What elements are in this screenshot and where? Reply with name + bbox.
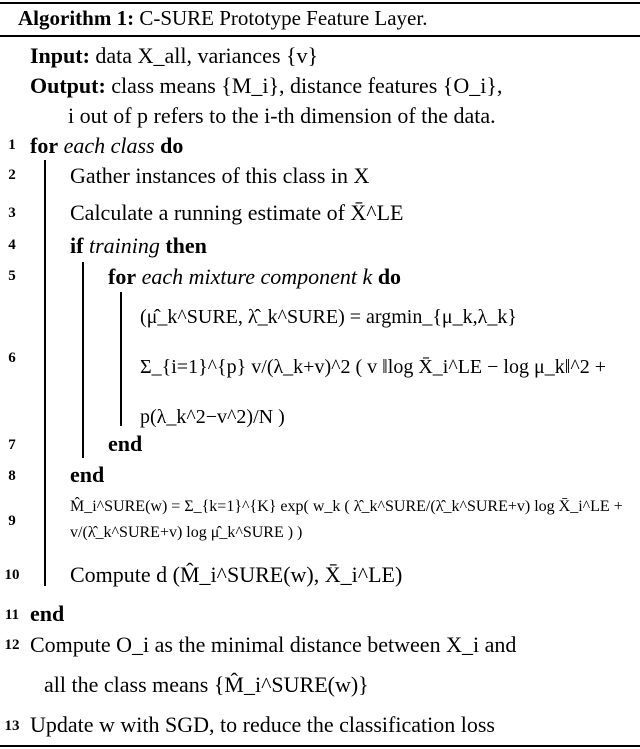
sure-mean-formula: M̂_i^SURE(w) = Σ_{k=1}^{K} exp( w_k ( λ̂_k^SURE/(λ̂_k^SURE+v) log X̄_i^LE + v/(λ̂_k^SURE+v) log μ̂_k^SURE ) ) (70, 498, 623, 541)
line-number: 10 (4, 567, 20, 583)
line-number: 6 (8, 350, 16, 366)
input-text: data X_all, variances {v} (95, 43, 319, 68)
sure-objective-formula: (μ̂_k^SURE, λ̂_k^SURE) = argmin_{μ_k,λ_k} Σ_{i=1}^{p} v/(λ_k+v)^2 ( v ‖log X̄_i^LE − log μ_k‖^2 + p(λ_k^2−v^2)/N ) (140, 306, 606, 428)
line-number: 9 (8, 513, 16, 529)
scope-bar-if (82, 262, 84, 458)
caption-rule (0, 35, 640, 37)
scope-bar-outer (44, 160, 46, 586)
line-3 (70, 200, 404, 226)
input-label: Input: (30, 43, 90, 68)
line-6-formula-text (140, 292, 620, 442)
output-label: Output: (30, 73, 106, 98)
keyword-for: for (30, 133, 59, 158)
line-number: 5 (8, 268, 16, 284)
algorithm-caption (18, 6, 427, 31)
line-number: 1 (8, 137, 16, 153)
statement-text: Compute O_i as the minimal distance between X_i and (30, 632, 517, 657)
if-condition: training (88, 233, 160, 258)
scope-bar-inner-for (120, 292, 122, 426)
output-note-text: i out of p refers to the i-th dimension of the data. (68, 103, 496, 128)
output-text: class means {M_i}, distance features {O_i}, (111, 73, 503, 98)
line-number: 11 (4, 607, 20, 623)
line-number: 2 (8, 167, 16, 183)
output-line (30, 73, 502, 99)
line-12-cont (44, 672, 369, 698)
caption-title: C-SURE Prototype Feature Layer. (139, 6, 428, 30)
keyword-if: if (70, 233, 84, 258)
line-2 (70, 163, 369, 189)
line-number: 3 (8, 205, 16, 221)
line-5 (108, 264, 401, 290)
keyword-do: do (160, 133, 184, 158)
input-line (30, 43, 318, 69)
statement-text: Update w with SGD, to reduce the classification loss (30, 712, 495, 737)
line-11 (30, 601, 64, 627)
keyword-end: end (108, 431, 143, 456)
statement-text: Compute d (M̂_i^SURE(w), X̄_i^LE) (70, 562, 403, 587)
output-note (68, 103, 496, 129)
line-number: 13 (4, 718, 20, 734)
line-7 (108, 431, 142, 457)
line-10 (70, 562, 402, 588)
keyword-for: for (108, 264, 137, 289)
statement-text-continued: all the class means {M̂_i^SURE(w)} (44, 672, 369, 697)
line-number: 8 (8, 468, 16, 484)
line-12 (30, 632, 516, 658)
statement-text: Gather instances of this class in X (70, 163, 370, 188)
caption-label: Algorithm 1: (18, 6, 135, 30)
keyword-then: then (165, 233, 207, 258)
line-number: 12 (4, 637, 20, 653)
line-4 (70, 233, 207, 259)
line-number: 7 (8, 437, 16, 453)
line-number: 4 (8, 237, 16, 253)
line-9-formula-text (70, 494, 630, 546)
line-8 (70, 462, 104, 488)
keyword-end: end (70, 462, 105, 487)
keyword-end: end (30, 601, 65, 626)
bottom-rule (0, 745, 640, 747)
top-rule (0, 2, 640, 4)
loop-condition: each class (63, 133, 155, 158)
keyword-do: do (377, 264, 402, 289)
line-1 (30, 133, 183, 159)
loop-condition: each mixture component k (141, 264, 373, 289)
statement-text: Calculate a running estimate of X̄^LE (70, 200, 404, 225)
line-13 (30, 712, 495, 738)
